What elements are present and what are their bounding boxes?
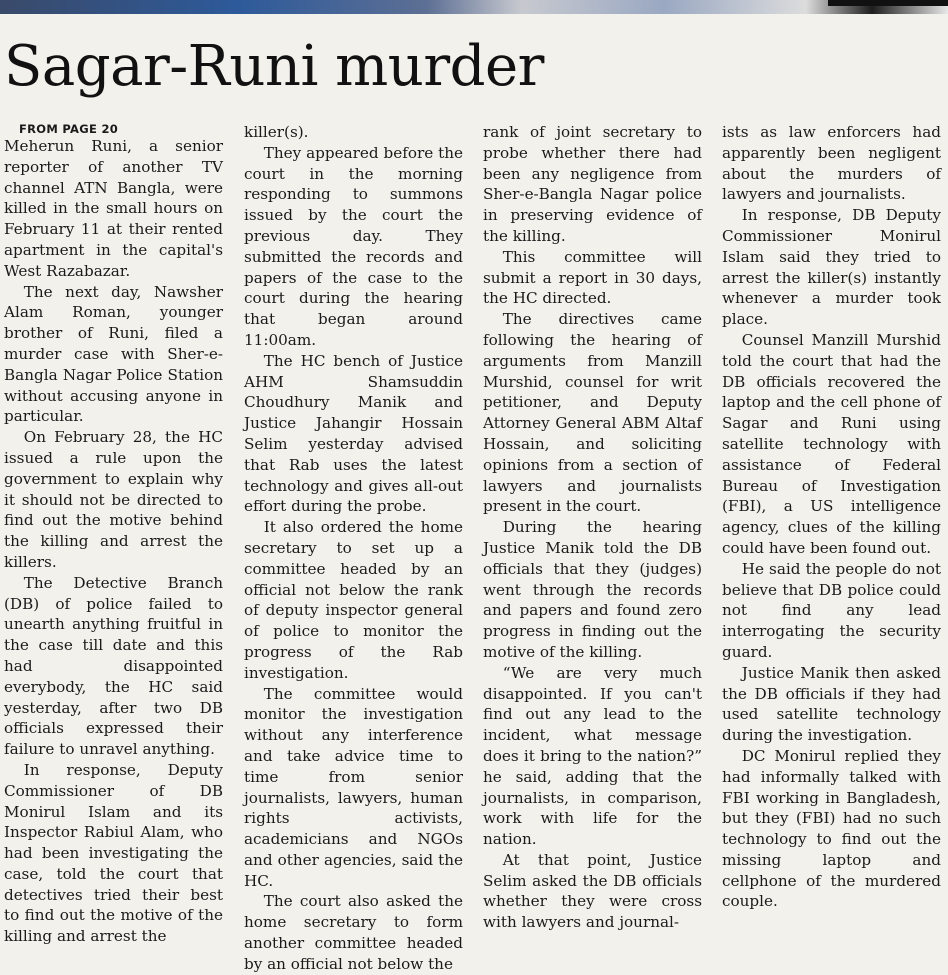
article-column-4 — [722, 122, 941, 938]
paragraph: Meherun Runi, a senior reporter of another TV channel ATN Bangla, were killed in the small hours on February 11 at their rented apartment in the capital's West Razabazar. — [4, 137, 223, 280]
paragraph: ists as law enforcers had apparently been negligent about the murders of lawyers and journalists. — [722, 123, 941, 204]
photo-dark-block — [828, 0, 948, 6]
paragraph: The committee would monitor the investigation without any interference and take advice time to time from senior journalists, lawyers, human rights activists, academicians and NGOs and other agencies, said the HC. — [244, 684, 463, 890]
article-column-3 — [483, 122, 702, 938]
headline: Sagar-Runi murder — [4, 34, 544, 99]
paragraph: Counsel Manzill Murshid told the court that had the DB officials recovered the laptop and the cell phone of Sagar and Runi using satellite technology with assistance of Federal Bureau of Investigation (FBI), a US intelligence agency, clues of the killing could have been found out. — [722, 330, 941, 557]
paragraph: In response, Deputy Commissioner of DB Monirul Islam and its Inspector Rabiul Alam, who had been investigating the case, told the court that detectives tried their best to find out the motive of the killing and arrest the — [4, 760, 223, 946]
paragraph: In response, DB Deputy Commissioner Monirul Islam said they tried to arrest the killer(s) instantly whenever a murder took place. — [722, 206, 941, 329]
paragraph: They appeared before the court in the morning responding to summons issued by the court the previous day. They submitted the records and papers of the case to the court during the hearing that began around 11:00am. — [244, 143, 463, 349]
paragraph: “We are very much disappointed. If you can't find out any lead to the incident, what message does it bring to the nation?” he said, adding that the journalists, in comparison, work with life for the nation. — [483, 663, 702, 849]
paragraph: The directives came following the hearing of arguments from Manzill Murshid, counsel for writ petitioner, and Deputy Attorney General ABM Altaf Hossain, and soliciting opinions from a section of lawyers and journalists present in the court. — [483, 310, 702, 516]
paragraph: At that point, Justice Selim asked the DB officials whether they were cross with lawyers and journal- — [483, 850, 702, 932]
paragraph: The HC bench of Justice AHM Shamsuddin Choudhury Manik and Justice Jahangir Hossain Selim yesterday advised that Rab uses the latest technology and gives all-out effort during the probe. — [244, 351, 463, 516]
paragraph: The court also asked the home secretary to form another committee headed by an official not below the — [244, 892, 463, 973]
paragraph: rank of joint secretary to probe whether there had been any negligence from Sher-e-Bangla Nagar police in preserving evidence of the killing. — [483, 123, 702, 245]
article-column-2 — [244, 122, 463, 973]
paragraph: DC Monirul replied they had informally talked with FBI working in Bangladesh, but they (FBI) had no such technology to find out the missing laptop and cellphone of the murdered couple. — [722, 746, 941, 911]
paragraph: This committee will submit a report in 30 days, the HC directed. — [483, 247, 702, 308]
paragraph: Justice Manik then asked the DB officials if they had used satellite technology during the investigation. — [722, 663, 941, 745]
dateline: FROM PAGE 20 — [18, 122, 119, 136]
photo-strip — [0, 0, 948, 14]
paragraph: killer(s). — [244, 123, 309, 141]
paragraph: It also ordered the home secretary to set up a committee headed by an official not below the rank of deputy inspector general of police to monitor the progress of the Rab investigation. — [244, 518, 463, 682]
paragraph: On February 28, the HC issued a rule upon the government to explain why it should not be directed to find out the motive behind the killing and arrest the killers. — [4, 428, 223, 571]
paragraph: The Detective Branch (DB) of police failed to unearth anything fruitful in the case till date and this had disappointed everybody, the HC said yesterday, after two DB officials expressed their failure to unravel anything. — [4, 573, 223, 759]
paragraph: During the hearing Justice Manik told the DB officials that they (judges) went through the records and papers and found zero progress in finding out the motive of the killing. — [483, 518, 702, 661]
paragraph: He said the people do not believe that DB police could not find any lead interrogating the security guard. — [722, 559, 941, 661]
paragraph: The next day, Nawsher Alam Roman, younger brother of Runi, filed a murder case with Sher-e-Bangla Nagar Police Station without accusing anyone in particular. — [4, 282, 223, 426]
article-column-1 — [4, 122, 223, 946]
